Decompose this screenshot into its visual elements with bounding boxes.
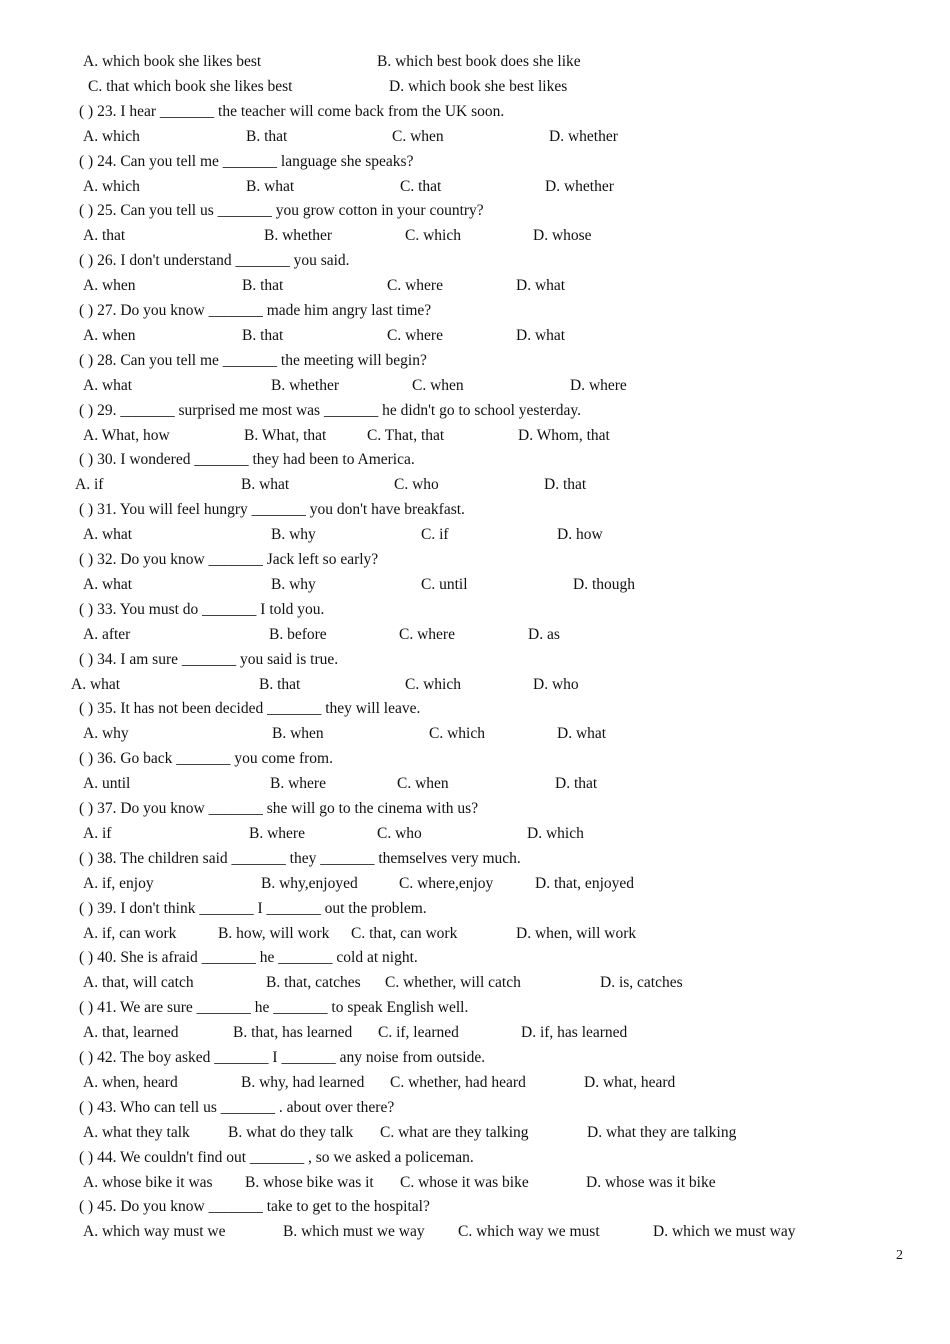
answer-option: C. when — [392, 127, 444, 145]
answer-option: D. what they are talking — [587, 1123, 737, 1141]
answer-option: A. after — [83, 625, 131, 643]
answer-option: A. when, heard — [83, 1073, 178, 1091]
question-text: ( ) 29. _______ surprised me most was _______ he didn't go to school yesterday. — [79, 401, 582, 419]
answer-option: D. that — [555, 775, 598, 793]
answer-option: A. which way must we — [83, 1223, 226, 1241]
answer-option: B. where — [270, 775, 326, 793]
question-text: ( ) 30. I wondered _______ they had been to America. — [79, 451, 415, 469]
answer-option: D. that, enjoyed — [535, 874, 635, 892]
answer-option: A. when — [83, 277, 136, 295]
answer-option: A. what — [83, 575, 133, 593]
answer-option: C. that, can work — [351, 924, 458, 942]
answer-option: C. which — [429, 725, 485, 743]
answer-option: B. that, catches — [266, 974, 361, 992]
answer-option: C. if — [421, 526, 449, 544]
answer-option: A. if, can work — [83, 924, 177, 942]
answer-option: B. which best book does she like — [377, 53, 581, 70]
answer-option: D. what — [516, 277, 566, 295]
question-text: ( ) 43. Who can tell us _______ . about over there? — [79, 1098, 395, 1116]
answer-option: A. what — [83, 376, 133, 394]
answer-option: B. before — [269, 625, 327, 643]
answer-option: A. that, learned — [83, 1024, 179, 1042]
question-text: ( ) 41. We are sure _______ he _______ to speak English well. — [79, 999, 469, 1017]
answer-option: A. if — [75, 476, 104, 494]
answer-option: C. where — [387, 277, 443, 295]
answer-option: D. what — [516, 326, 566, 344]
answer-option: D. though — [573, 575, 635, 593]
answer-option: D. which book she best likes — [389, 77, 568, 95]
answer-option: A. if — [83, 824, 112, 842]
answer-option: B. that, has learned — [233, 1024, 353, 1042]
answer-option: A. What, how — [83, 426, 170, 444]
question-text: ( ) 40. She is afraid _______ he _______ cold at night. — [79, 949, 418, 967]
answer-option: D. whose — [533, 227, 592, 245]
question-text: ( ) 44. We couldn't find out _______ , so we asked a policeman. — [79, 1148, 474, 1166]
answer-option: A. which book she likes best — [83, 53, 262, 70]
answer-option: D. whether — [549, 127, 618, 145]
question-text: ( ) 32. Do you know _______ Jack left so early? — [79, 551, 379, 568]
answer-option: B. whether — [264, 227, 333, 245]
answer-option: C. whether, will catch — [385, 974, 521, 992]
answer-option: A. which — [83, 127, 140, 145]
answer-option: C. whether, had heard — [390, 1073, 526, 1091]
answer-option: C. if, learned — [378, 1024, 459, 1042]
answer-option: C. where — [399, 625, 455, 643]
answer-option: B. why — [271, 575, 316, 593]
answer-option: B. why, had learned — [241, 1073, 365, 1091]
answer-option: D. as — [528, 625, 560, 643]
question-text: ( ) 39. I don't think _______ I _______ out the problem. — [79, 899, 427, 917]
answer-option: B. what do they talk — [228, 1123, 354, 1141]
question-text: ( ) 26. I don't understand _______ you said. — [79, 252, 350, 270]
answer-option: B. when — [272, 725, 324, 743]
answer-option: B. What, that — [244, 426, 327, 444]
answer-option: C. that — [400, 177, 442, 195]
answer-option: C. when — [412, 376, 464, 394]
answer-option: B. that — [242, 277, 284, 295]
answer-option: D. what, heard — [584, 1073, 676, 1091]
answer-option: B. what — [246, 177, 295, 195]
answer-option: D. if, has learned — [521, 1024, 628, 1042]
answer-option: C. which way we must — [458, 1223, 600, 1241]
answer-option: C. whose it was bike — [400, 1173, 529, 1191]
answer-option: A. that — [83, 227, 126, 245]
answer-option: D. what — [557, 725, 607, 743]
answer-option: A. if, enjoy — [83, 874, 154, 892]
answer-option: A. what they talk — [83, 1123, 190, 1141]
question-text: ( ) 38. The children said _______ they _______ themselves very much. — [79, 849, 521, 867]
answer-option: C. that which book she likes best — [88, 77, 293, 95]
question-text: ( ) 36. Go back _______ you come from. — [79, 750, 333, 768]
answer-option: B. where — [249, 824, 305, 842]
question-text: ( ) 37. Do you know _______ she will go to the cinema with us? — [79, 800, 479, 817]
answer-option: C. which — [405, 675, 461, 693]
answer-option: D. where — [570, 376, 627, 394]
answer-option: A. why — [83, 725, 129, 743]
answer-option: C. when — [397, 775, 449, 793]
page-number: 2 — [896, 1248, 903, 1263]
answer-option: D. who — [533, 675, 579, 693]
answer-option: C. until — [421, 575, 468, 593]
question-text: ( ) 28. Can you tell me _______ the meeting will begin? — [79, 351, 427, 369]
answer-option: B. that — [246, 127, 288, 145]
answer-option: B. whose bike was it — [245, 1173, 374, 1191]
answer-option: D. is, catches — [600, 974, 683, 992]
answer-option: C. where — [387, 326, 443, 344]
question-text: ( ) 33. You must do _______ I told you. — [79, 600, 325, 618]
question-text: ( ) 35. It has not been decided _______ they will leave. — [79, 700, 421, 718]
answer-option: A. what — [83, 526, 133, 544]
answer-option: B. which must we way — [283, 1223, 425, 1241]
question-text: ( ) 31. You will feel hungry _______ you don't have breakfast. — [79, 501, 465, 519]
answer-option: A. when — [83, 326, 136, 344]
answer-option: A. until — [83, 775, 131, 793]
question-text: ( ) 27. Do you know _______ made him angry last time? — [79, 302, 432, 319]
question-text: ( ) 25. Can you tell us _______ you grow cotton in your country? — [79, 202, 484, 220]
answer-option: B. how, will work — [218, 924, 330, 942]
answer-option: D. Whom, that — [518, 426, 610, 444]
question-text: ( ) 42. The boy asked _______ I _______ any noise from outside. — [79, 1049, 486, 1066]
answer-option: D. how — [557, 526, 603, 544]
answer-option: B. what — [241, 476, 290, 494]
answer-option: D. that — [544, 476, 587, 494]
answer-option: B. that — [242, 326, 284, 344]
answer-option: A. what — [71, 675, 121, 693]
answer-option: C. what are they talking — [380, 1123, 529, 1141]
answer-option: D. whether — [545, 177, 614, 195]
answer-option: D. when, will work — [516, 924, 637, 942]
answer-option: C. where,enjoy — [399, 874, 494, 892]
answer-option: D. which — [527, 824, 584, 842]
question-text: ( ) 24. Can you tell me _______ language she speaks? — [79, 152, 414, 170]
question-text: ( ) 34. I am sure _______ you said is true. — [79, 650, 339, 668]
question-text: ( ) 23. I hear _______ the teacher will come back from the UK soon. — [79, 102, 505, 120]
answer-option: A. whose bike it was — [83, 1173, 213, 1191]
answer-option: D. which we must way — [653, 1223, 796, 1241]
answer-option: B. why,enjoyed — [261, 874, 358, 892]
answer-option: A. which — [83, 177, 140, 195]
question-text: ( ) 45. Do you know _______ take to get to the hospital? — [79, 1198, 430, 1216]
answer-option: C. which — [405, 227, 461, 245]
answer-option: B. whether — [271, 376, 340, 394]
answer-option: B. that — [259, 675, 301, 693]
answer-option: C. who — [377, 824, 422, 842]
answer-option: D. whose was it bike — [586, 1173, 716, 1191]
answer-option: B. why — [271, 526, 316, 544]
answer-option: A. that, will catch — [83, 974, 194, 992]
answer-option: C. who — [394, 476, 439, 494]
answer-option: C. That, that — [367, 426, 445, 444]
